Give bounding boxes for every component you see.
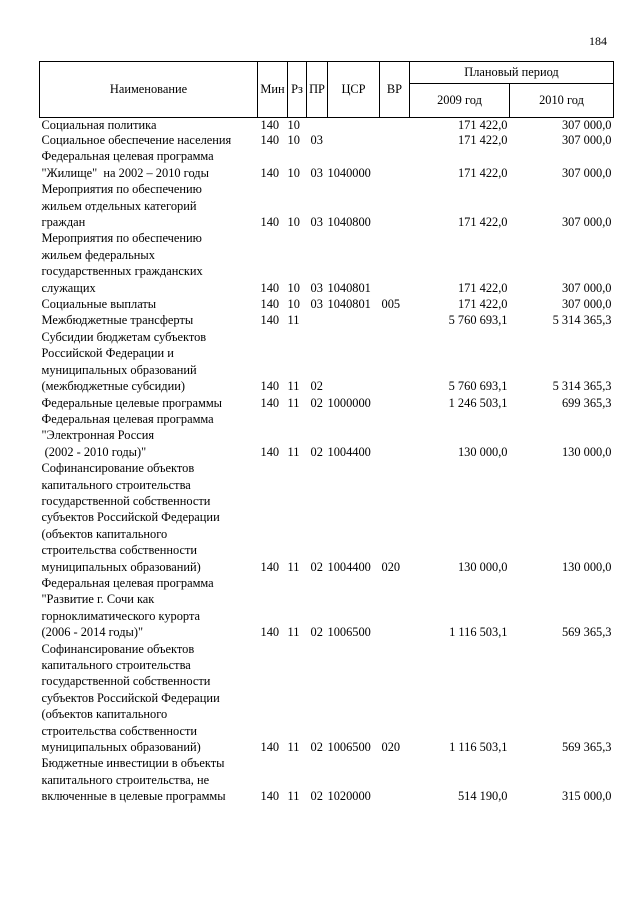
row-csr-code bbox=[328, 132, 380, 148]
row-name: Социальная политика bbox=[41, 118, 157, 132]
row-amount-2010: 315 000,0 bbox=[561, 789, 612, 804]
row-min-code: 140 bbox=[260, 789, 280, 804]
row-min-code: 140 bbox=[260, 444, 280, 459]
row-csr-code bbox=[328, 329, 380, 395]
row-name: Мероприятия по обеспечению жильем отдельных категорий граждан bbox=[41, 182, 202, 230]
table-row bbox=[40, 148, 614, 181]
row-rz-code: 11 bbox=[287, 444, 300, 459]
row-amount-2009: 5 760 693,1 bbox=[448, 379, 508, 394]
row-csr-code: 1004400 bbox=[327, 559, 371, 574]
table-body bbox=[40, 118, 614, 805]
table-row bbox=[40, 181, 614, 230]
row-vr-code: 005 bbox=[381, 297, 401, 312]
row-amount-2010: 307 000,0 bbox=[561, 297, 612, 312]
row-pr-code: 03 bbox=[310, 297, 323, 312]
row-csr-code: 1040800 bbox=[327, 215, 371, 230]
row-csr-code bbox=[328, 312, 380, 328]
row-pr-code: 03 bbox=[310, 215, 323, 230]
row-csr-code bbox=[328, 118, 380, 133]
row-rz-code: 11 bbox=[287, 789, 300, 804]
table-row bbox=[40, 411, 614, 460]
row-vr-code bbox=[380, 329, 410, 395]
row-name: Федеральная целевая программа "Электронная Россия (2002 - 2010 годы)" bbox=[41, 411, 214, 459]
row-pr-code: 03 bbox=[310, 133, 323, 147]
header-rz: Рз bbox=[288, 62, 307, 118]
row-amount-2009: 171 422,0 bbox=[457, 165, 508, 180]
table-row bbox=[40, 641, 614, 756]
row-name: Мероприятия по обеспечению жильем федеральных государственных гражданских служащих bbox=[41, 231, 203, 295]
row-amount-2009: 1 116 503,1 bbox=[449, 625, 508, 640]
row-name: Софинансирование объектов капитального строительства государственной собственности субъектов Российской Федерации (объектов капитального строительства собственности муниципальных образований) bbox=[41, 641, 220, 755]
table-row bbox=[40, 395, 614, 411]
row-name: Софинансирование объектов капитального строительства государственной собственности субъектов Российской Федерации (объектов капитального строительства собственности муниципальных образований) bbox=[41, 461, 220, 574]
row-vr-code bbox=[380, 148, 410, 181]
header-pr: ПР bbox=[307, 62, 328, 118]
row-csr-code: 1000000 bbox=[327, 395, 371, 410]
page-number: 184 bbox=[589, 34, 607, 48]
row-vr-code: 020 bbox=[381, 740, 401, 755]
header-year-2010: 2010 год bbox=[510, 84, 614, 118]
row-rz-code: 10 bbox=[287, 297, 300, 312]
table-row bbox=[40, 575, 614, 641]
table-row bbox=[40, 118, 614, 133]
row-pr-code: 02 bbox=[310, 559, 323, 574]
row-min-code: 140 bbox=[260, 313, 280, 328]
row-amount-2010: 307 000,0 bbox=[561, 118, 612, 132]
row-min-code: 140 bbox=[260, 118, 280, 132]
row-rz-code: 11 bbox=[287, 559, 300, 574]
row-pr-code bbox=[307, 312, 328, 328]
header-year-2009: 2009 год bbox=[410, 84, 510, 118]
row-rz-code: 10 bbox=[287, 118, 300, 132]
budget-table bbox=[39, 61, 614, 805]
row-amount-2010: 130 000,0 bbox=[561, 559, 612, 574]
row-min-code: 140 bbox=[260, 625, 280, 640]
table-row bbox=[40, 312, 614, 328]
row-amount-2010: 307 000,0 bbox=[561, 280, 612, 295]
header-csr: ЦСР bbox=[328, 62, 380, 118]
row-vr-code bbox=[380, 575, 410, 641]
row-amount-2010: 307 000,0 bbox=[561, 133, 612, 147]
row-min-code: 140 bbox=[260, 395, 280, 410]
row-vr-code bbox=[380, 132, 410, 148]
row-min-code: 140 bbox=[260, 379, 280, 394]
row-rz-code: 11 bbox=[287, 313, 300, 328]
row-name: Бюджетные инвестиции в объекты капитального строительства, не включенные в целевые программы bbox=[41, 756, 226, 804]
row-min-code: 140 bbox=[260, 740, 280, 755]
table-row bbox=[40, 460, 614, 575]
row-rz-code: 10 bbox=[287, 215, 300, 230]
row-amount-2009: 171 422,0 bbox=[457, 297, 508, 312]
row-vr-code bbox=[380, 118, 410, 133]
row-vr-code bbox=[380, 411, 410, 460]
header-name: Наименование bbox=[40, 62, 258, 118]
row-pr-code: 02 bbox=[310, 625, 323, 640]
row-csr-code: 1004400 bbox=[327, 444, 371, 459]
table-header bbox=[40, 62, 614, 118]
row-min-code: 140 bbox=[260, 133, 280, 147]
row-amount-2010: 569 365,3 bbox=[561, 625, 612, 640]
row-min-code: 140 bbox=[260, 215, 280, 230]
row-pr-code bbox=[307, 118, 328, 133]
row-csr-code: 1006500 bbox=[327, 625, 371, 640]
header-min: Мин bbox=[258, 62, 288, 118]
row-name: Межбюджетные трансферты bbox=[41, 313, 194, 328]
row-pr-code: 02 bbox=[310, 444, 323, 459]
table-row bbox=[40, 230, 614, 296]
row-amount-2010: 307 000,0 bbox=[561, 165, 612, 180]
row-amount-2009: 171 422,0 bbox=[457, 133, 508, 147]
row-amount-2009: 171 422,0 bbox=[457, 215, 508, 230]
row-rz-code: 10 bbox=[287, 133, 300, 147]
row-rz-code: 11 bbox=[287, 379, 300, 394]
row-name: Федеральные целевые программы bbox=[41, 395, 223, 410]
row-rz-code: 11 bbox=[287, 625, 300, 640]
row-rz-code: 11 bbox=[287, 740, 300, 755]
row-vr-code bbox=[380, 312, 410, 328]
row-amount-2010: 569 365,3 bbox=[561, 740, 612, 755]
row-amount-2010: 307 000,0 bbox=[561, 215, 612, 230]
row-pr-code: 03 bbox=[310, 165, 323, 180]
row-csr-code: 1020000 bbox=[327, 789, 371, 804]
row-amount-2009: 1 246 503,1 bbox=[448, 395, 508, 410]
row-pr-code: 03 bbox=[310, 280, 323, 295]
row-rz-code: 10 bbox=[287, 280, 300, 295]
row-pr-code: 02 bbox=[310, 740, 323, 755]
row-amount-2009: 130 000,0 bbox=[457, 444, 508, 459]
row-name: Федеральная целевая программа "Развитие г. Сочи как горноклиматического курорта (2006 - 2014 годы)" bbox=[41, 575, 214, 640]
row-pr-code: 02 bbox=[310, 379, 323, 394]
row-name: Социальные выплаты bbox=[41, 297, 157, 312]
row-name: Федеральная целевая программа "Жилище" на 2002 – 2010 годы bbox=[41, 149, 214, 180]
row-name: Субсидии бюджетам субъектов Российской Федерации и муниципальных образований (межбюджетные субсидии) bbox=[41, 329, 207, 394]
row-amount-2010: 699 365,3 bbox=[561, 395, 612, 410]
row-pr-code: 02 bbox=[310, 789, 323, 804]
row-amount-2010: 130 000,0 bbox=[561, 444, 612, 459]
row-amount-2010: 5 314 365,3 bbox=[552, 379, 612, 394]
row-csr-code: 1040801 bbox=[327, 297, 371, 312]
table-row bbox=[40, 132, 614, 148]
table-row bbox=[40, 296, 614, 312]
row-min-code: 140 bbox=[260, 165, 280, 180]
row-amount-2010: 5 314 365,3 bbox=[552, 313, 612, 328]
header-vr: ВР bbox=[380, 62, 410, 118]
row-amount-2009: 514 190,0 bbox=[457, 789, 508, 804]
row-amount-2009: 171 422,0 bbox=[457, 118, 508, 132]
row-rz-code: 11 bbox=[287, 395, 300, 410]
row-min-code: 140 bbox=[260, 280, 280, 295]
row-csr-code: 1006500 bbox=[327, 740, 371, 755]
row-rz-code: 10 bbox=[287, 165, 300, 180]
row-amount-2009: 171 422,0 bbox=[457, 280, 508, 295]
table-row bbox=[40, 329, 614, 395]
row-vr-code bbox=[380, 181, 410, 230]
row-pr-code: 02 bbox=[310, 395, 323, 410]
row-csr-code: 1040000 bbox=[327, 165, 371, 180]
row-csr-code: 1040801 bbox=[327, 280, 371, 295]
row-amount-2009: 5 760 693,1 bbox=[448, 313, 508, 328]
header-planned-period: Плановый период bbox=[410, 62, 614, 84]
row-vr-code: 020 bbox=[381, 559, 401, 574]
row-amount-2009: 1 116 503,1 bbox=[449, 740, 508, 755]
row-vr-code bbox=[380, 755, 410, 804]
row-vr-code bbox=[380, 230, 410, 296]
row-amount-2009: 130 000,0 bbox=[457, 559, 508, 574]
row-name: Социальное обеспечение населения bbox=[41, 133, 232, 147]
row-min-code: 140 bbox=[260, 559, 280, 574]
table-row bbox=[40, 755, 614, 804]
row-vr-code bbox=[380, 395, 410, 411]
row-min-code: 140 bbox=[260, 297, 280, 312]
